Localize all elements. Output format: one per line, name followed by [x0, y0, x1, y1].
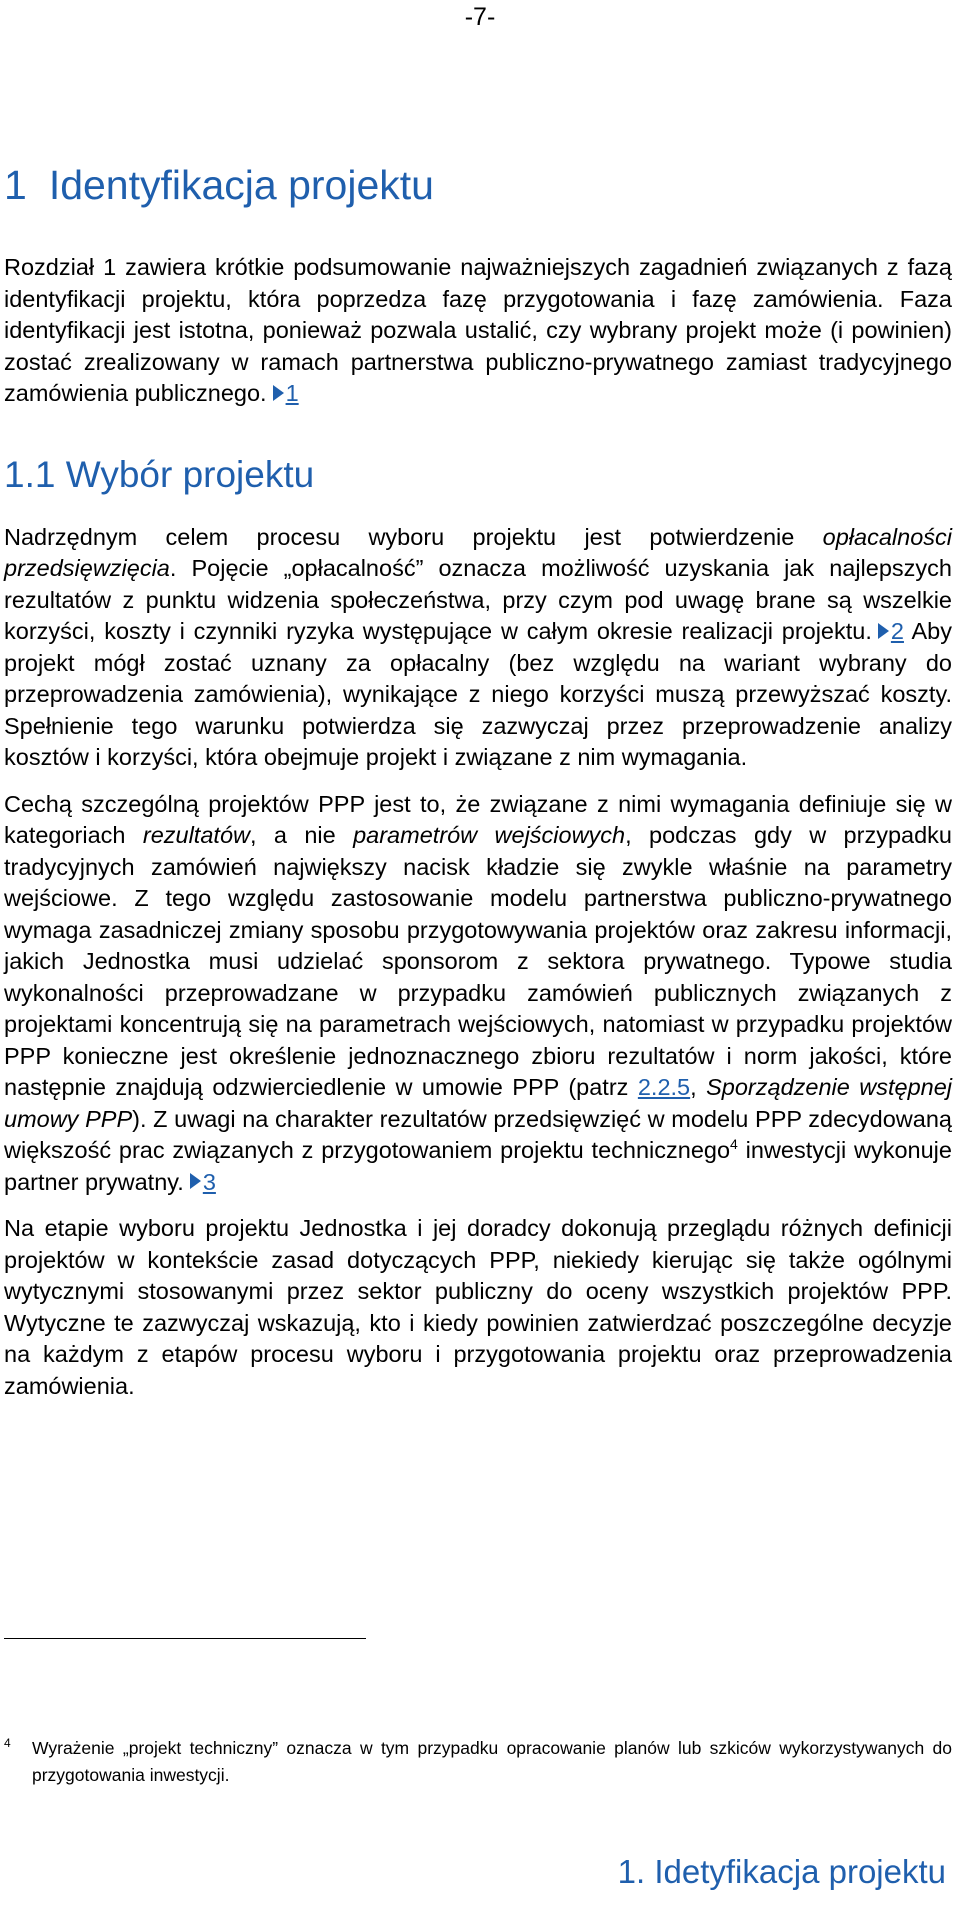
arrow-right-icon[interactable]: [878, 623, 889, 639]
p2-text-e: ). Z uwagi na charakter rezultatów przedsięwzięć w modelu PPP zdecydowaną większość prac związanych z przygotowaniem projektu technicznego: [4, 1105, 952, 1163]
p1-text-c: Aby projekt mógł zostać uznany za opłacalny (bez względu na wariant wybrany do przeprowadzenia zamówienia), wynikające z niego korzyści muszą przewyższać koszty. Spełnienie tego warunku potwierdza się zazwyczaj przez przeprowadzenie analizy kosztów i korzyści, która obejmuje projekt i związane z nim wymagania.: [4, 618, 952, 770]
page-number: -7-: [464, 3, 496, 31]
footnote-text: Wyrażenie „projekt techniczny” oznacza w tym przypadku opracowanie planów lub szkiców wykorzystywanych do przygotowania inwestycji.: [32, 1738, 952, 1785]
paragraph-2: [4, 789, 952, 1199]
p2-emphasis-section-title: Sporządzenie wstępnej umowy PPP: [4, 1074, 953, 1132]
arrow-right-icon[interactable]: [190, 1173, 201, 1189]
section-link[interactable]: 2.2.5: [637, 1074, 691, 1100]
p1-emphasis: opłacalności przedsięwzięcia: [4, 523, 952, 581]
footnote: [4, 1735, 952, 1789]
chapter-heading: [4, 160, 952, 210]
p2-text-f: inwestycji wykonuje partner prywatny.: [4, 1137, 952, 1195]
ref-link-3[interactable]: 3: [202, 1168, 216, 1195]
intro-paragraph: [4, 252, 952, 410]
footer-title: 1. Idetyfikacja projektu: [617, 1853, 946, 1890]
p2-text-a: Cechą szczególną projektów PPP jest to, że związane z nimi wymagania definiuje się w kategoriach: [4, 790, 952, 848]
footnote-divider: [4, 1638, 366, 1639]
p2-emphasis-parametrow: parametrów wejściowych: [353, 822, 626, 848]
p2-text-b: , a nie: [249, 822, 354, 848]
section-title: Wybór projektu: [65, 453, 315, 495]
footnote-number: 4: [4, 1736, 11, 1750]
ref-link-2[interactable]: 2: [890, 618, 904, 644]
section-number: 1.1: [4, 453, 56, 495]
p1-text-a: Nadrzędnym celem procesu wyboru projektu jest potwierdzenie: [4, 523, 823, 550]
section-heading: [4, 452, 952, 498]
paragraph-3: [4, 1213, 952, 1402]
main-content: [4, 160, 952, 1402]
chapter-title: Identyfikacja projektu: [48, 162, 434, 208]
p2-text-c: , podczas gdy w przypadku tradycyjnych zamówień największy nacisk kładzie się zwykle właśnie na parametry wejściowe. Z tego względu zastosowanie modelu partnerstwa publiczno-prywatnego wymaga zasadniczej zmiany sposobu przygotowywania projektów oraz zakresu informacji, jakich Jednostka musi udzielać sponsorom z sektora prywatnego. Typowe studia wykonalności przeprowadzane w przypadku zamówień publicznych związanych z projektami koncentrują się na parametrach wejściowych, natomiast w przypadku projektów PPP konieczne jest określenie jednoznacznego zbioru rezultatów i norm jakości, które następnie znajdują odzwierciedlenie w umowie PPP (patrz: [4, 822, 952, 1100]
p2-text-d: ,: [690, 1074, 707, 1100]
paragraph-1: [4, 522, 952, 774]
intro-text: Rozdział 1 zawiera krótkie podsumowanie najważniejszych zagadnień związanych z fazą identyfikacji projektu, która poprzedza fazę przygotowania i fazę zamówienia. Faza identyfikacji jest istotna, ponieważ pozwala ustalić, czy wybrany projekt może (i powinien) zostać zrealizowany w ramach partnerstwa publiczno-prywatnego zamiast tradycyjnego zamówienia publicznego.: [4, 254, 952, 406]
footnote-marker[interactable]: 4: [730, 1136, 738, 1153]
arrow-right-icon[interactable]: [273, 385, 284, 401]
p3-text: Na etapie wyboru projektu Jednostka i jej doradcy dokonują przeglądu różnych definicji projektów w kontekście zasad dotyczących PPP, niekiedy kierując się także ogólnymi wytycznymi stosowanymi przez sektor publiczny do oceny wszystkich projektów PPP. Wytyczne te zazwyczaj wskazują, kto i kiedy powinien zatwierdzać poszczególne decyzje na każdym z etapów procesu wyboru i przygotowania projektu oraz przeprowadzenia zamówienia.: [4, 1215, 952, 1399]
p1-text-b: . Pojęcie „opłacalność” oznacza możliwość uzyskania jak najlepszych rezultatów z punktu widzenia społeczeństwa, przy czym pod uwagę brane są wszelkie korzyści, koszty i czynniki ryzyka występujące w całym okresie realizacji projektu.: [4, 555, 952, 644]
ref-link-1[interactable]: 1: [285, 380, 299, 406]
p2-emphasis-rezultatow: rezultatów: [142, 822, 250, 848]
chapter-number: 1: [4, 162, 27, 208]
